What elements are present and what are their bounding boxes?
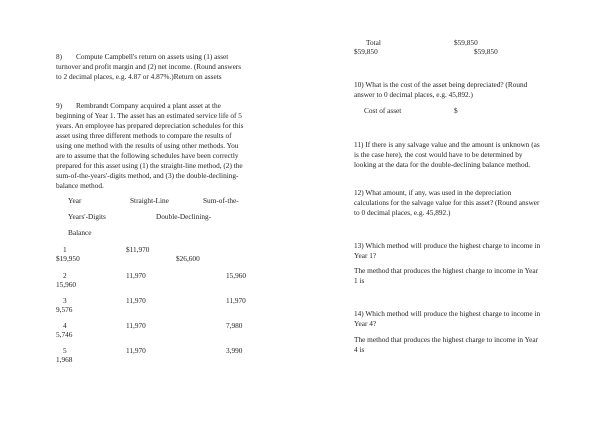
header-year: Year	[68, 196, 82, 205]
question-9-number: 9)	[56, 101, 63, 110]
question-13-line-2: Year 1?	[354, 251, 377, 260]
header-ddb-part-2: Balance	[68, 228, 92, 237]
question-12-line-3: to 0 decimal places, e.g. 45,892.)	[354, 208, 451, 217]
question-14-answer-line-2: 4 is	[354, 345, 365, 354]
row-3-ddb: 11,970	[226, 296, 246, 305]
row-2-year: 2	[63, 271, 67, 280]
cost-of-asset-label: Cost of asset	[364, 106, 402, 115]
row-1-ddb: $26,600	[176, 254, 200, 263]
question-9-line-6: are to assume that the following schedules have been correctly	[56, 151, 239, 160]
question-9-line-3: years. An employee has prepared depreciation schedules for this	[56, 121, 244, 130]
row-5-year: 5	[63, 346, 67, 355]
question-14-line-1: 14) Which method will produce the highest charge to income in	[354, 309, 541, 318]
question-9-line-9: balance method.	[56, 181, 104, 190]
row-1-soyd: $19,950	[56, 254, 80, 263]
row-2-ddb: 15,960	[226, 271, 247, 280]
row-2-soyd: 15,960	[56, 280, 77, 289]
question-13-answer-line-2: 1 is	[354, 276, 365, 285]
question-11-line-3: looking at the data for the double-declining balance method.	[354, 160, 531, 169]
row-5-ddb: 3,990	[226, 346, 243, 355]
question-12-line-1: 12) What amount, if any, was used in the depreciation	[354, 188, 512, 197]
row-4-soyd: 5,746	[56, 330, 73, 339]
question-13-line-1: 13) Which method will produce the highest charge to income in	[354, 241, 541, 250]
row-4-straight-line: 11,970	[126, 321, 146, 330]
question-8-number: 8)	[56, 52, 63, 61]
question-9-line-2: beginning of Year 1. The asset has an estimated service life of 5	[56, 111, 242, 120]
question-9-line-4: asset using three different methods to compare the results of	[56, 131, 232, 140]
row-1-straight-line: $11,970	[126, 245, 150, 254]
question-9-line-8: sum-of-the-years'-digits method, and (3) the double-declining-	[56, 171, 239, 180]
question-10-line-2: answer to 0 decimal places, e.g. 45,892.)	[354, 90, 473, 99]
question-12-line-2: calculations for the salvage value for this asset? (Round answer	[354, 198, 540, 207]
question-14-answer-line-1: The method that produces the highest charge to income in Year	[354, 335, 539, 344]
question-8-line-2: turnover and profit margin and (2) net income. (Round answers	[56, 62, 242, 71]
row-3-year: 3	[63, 296, 67, 305]
total-label: Total	[366, 38, 381, 47]
question-9-line-1: Rembrandt Company acquired a plant asset at the	[76, 101, 221, 110]
question-8-line-3: to 2 decimal places, e.g. 4.87 or 4.87%.)Return on assets	[56, 72, 222, 81]
question-11-line-2: is the case here), the cost would have to be determined by	[354, 150, 523, 159]
row-5-soyd: 1,968	[56, 355, 73, 364]
question-8-line-1: Compute Campbell's return on assets using (1) asset	[76, 52, 229, 61]
total-ddb: $59,850	[474, 47, 498, 56]
question-11-line-1: 11) If there is any salvage value and the amount is unknown (as	[354, 140, 540, 149]
header-soyd-part-2: Years'-Digits	[68, 212, 106, 221]
question-10-line-1: 10) What is the cost of the asset being depreciated? (Round	[354, 80, 528, 89]
row-3-soyd: 9,576	[56, 305, 73, 314]
row-4-ddb: 7,980	[226, 321, 243, 330]
row-1-year: 1	[63, 245, 67, 254]
question-9-line-5: using one method with the results of using other methods. You	[56, 141, 239, 150]
total-soyd: $59,850	[354, 47, 378, 56]
header-ddb-part-1: Double-Declining-	[156, 212, 212, 221]
question-13-answer-line-1: The method that produces the highest charge to income in Year	[354, 266, 539, 275]
header-straight-line: Straight-Line	[130, 196, 169, 205]
row-2-straight-line: 11,970	[126, 271, 146, 280]
question-9-line-7: prepared for this asset using (1) the straight-line method, (2) the	[56, 161, 243, 170]
header-soyd-part-1: Sum-of-the-	[203, 196, 239, 205]
row-5-straight-line: 11,970	[126, 346, 146, 355]
row-3-straight-line: 11,970	[126, 296, 146, 305]
question-14-line-2: Year 4?	[354, 319, 377, 328]
total-straight-line: $59,850	[454, 38, 478, 47]
cost-of-asset-currency: $	[454, 106, 458, 115]
row-4-year: 4	[63, 321, 67, 330]
